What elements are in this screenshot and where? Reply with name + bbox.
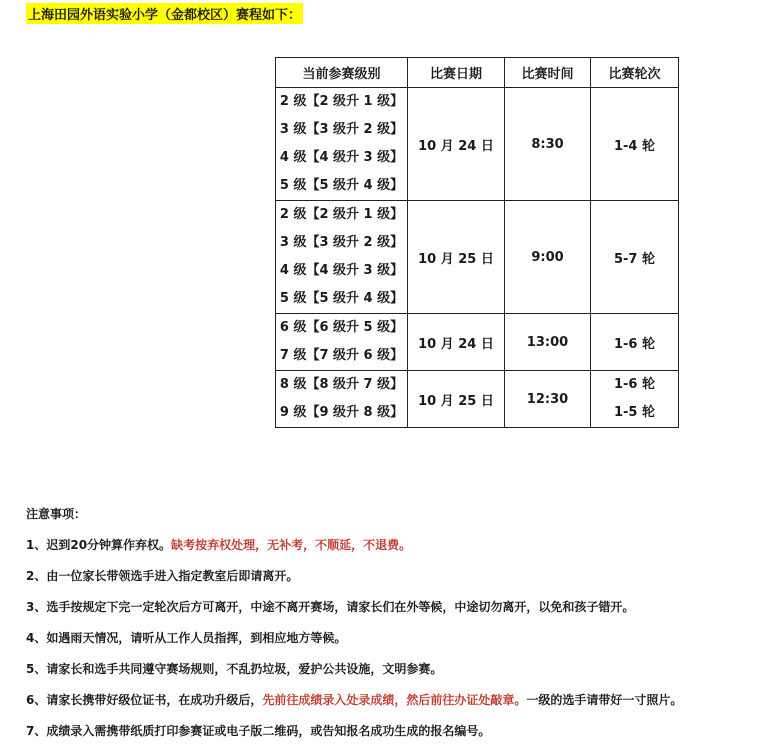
level-item: 5 级【5 级升 4 级】 [279,291,404,306]
note-item [26,660,442,677]
time-cell: 8:30 [505,88,591,201]
level-item: 4 级【4 级升 3 级】 [279,263,404,278]
rounds-cell [591,201,679,314]
date-cell: 10 月 24 日 [408,314,505,371]
table-row [276,314,679,371]
table-header-row [276,58,679,88]
note-text: 1、迟到20分钟算作弃权。 [26,538,172,552]
rounds-item: 5-7 轮 [613,251,655,267]
note-text: 7、成绩录入需携带纸质打印参赛证或电子版二维码，或告知报名成功生成的报名编号。 [26,724,491,738]
date-cell: 10 月 24 日 [408,88,505,201]
rounds-item: 1-6 轮 [613,336,655,352]
page-heading: 上海田园外语实验小学（金都校区）赛程如下： [26,3,303,24]
time-cell: 13:00 [505,314,591,371]
level-item: 6 级【6 级升 5 级】 [279,320,404,335]
notes-title: 注意事项： [26,507,87,521]
note-text: 2、由一位家长带领选手进入指定教室后即请离开。 [26,569,299,583]
time-cell: 9:00 [505,201,591,314]
level-item: 5 级【5 级升 4 级】 [279,178,404,193]
header-time: 比赛时间 [505,58,591,88]
level-item: 3 级【3 级升 2 级】 [279,122,404,137]
note-text: 3、选手按规定下完一定轮次后方可离开，中途不离开赛场，请家长们在外等候，中途切勿离开，以免和孩子错开。 [26,600,635,614]
table-row [276,371,679,428]
table-row [276,88,679,201]
level-cell [276,314,408,371]
note-text: 5、请家长和选手共同遵守赛场规则，不乱扔垃圾，爱护公共设施，文明参赛。 [26,662,443,676]
level-item: 7 级【7 级升 6 级】 [279,348,404,363]
level-item: 2 级【2 级升 1 级】 [279,94,404,109]
rounds-cell [591,314,679,371]
note-highlight: 先前往成绩录入处录成绩，然后前往办证处敲章。 [262,693,527,707]
level-item: 2 级【2 级升 1 级】 [279,207,404,222]
header-date: 比赛日期 [408,58,505,88]
level-item: 4 级【4 级升 3 级】 [279,150,404,165]
header-rounds: 比赛轮次 [591,58,679,88]
schedule-table [275,57,679,428]
note-text: 6、请家长携带好级位证书，在成功升级后， [26,693,263,707]
level-item: 3 级【3 级升 2 级】 [279,235,404,250]
level-cell [276,371,408,428]
level-item: 8 级【8 级升 7 级】 [279,377,404,392]
header-level: 当前参赛级别 [276,58,408,88]
date-cell: 10 月 25 日 [408,371,505,428]
level-cell [276,201,408,314]
note-item [26,691,682,708]
rounds-cell [591,88,679,201]
rounds-cell [591,371,679,428]
note-item [26,629,346,646]
note-item [26,567,298,584]
note-item [26,598,634,615]
rounds-item: 1-4 轮 [613,138,655,154]
note-text: 4、如遇雨天情况，请听从工作人员指挥，到相应地方等候。 [26,631,347,645]
rounds-item: 1-6 轮 [613,377,655,392]
note-tail: 一级的选手请带好一寸照片。 [526,693,683,707]
note-item [26,722,490,739]
level-cell [276,88,408,201]
table-row [276,201,679,314]
note-item [26,536,411,553]
rounds-item: 1-5 轮 [613,405,655,420]
level-item: 9 级【9 级升 8 级】 [279,405,404,420]
time-cell: 12:30 [505,371,591,428]
date-cell: 10 月 25 日 [408,201,505,314]
note-highlight: 缺考按弃权处理，无补考，不顺延，不退费。 [171,538,412,552]
